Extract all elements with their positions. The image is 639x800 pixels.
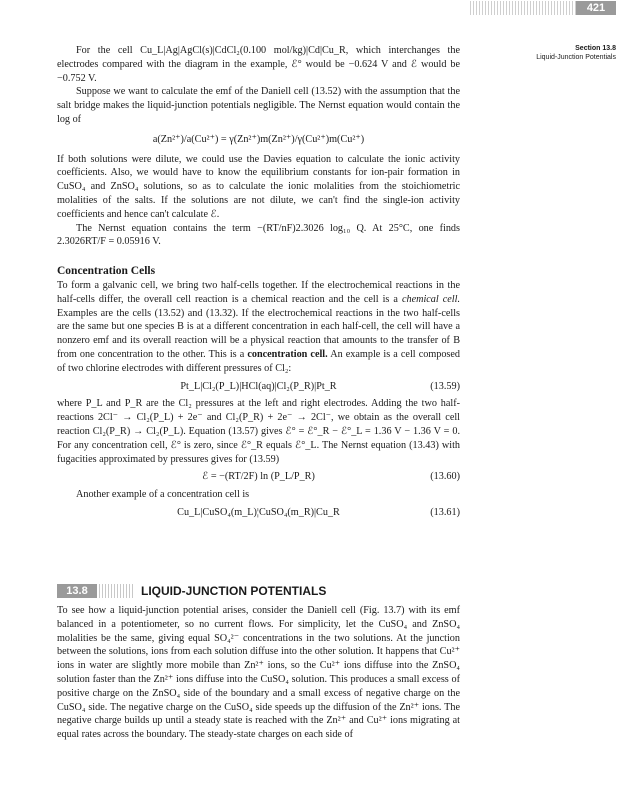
paragraph-2: Suppose we want to calculate the emf of the Daniell cell (13.52) with the assumption that the salt bridge makes the liquid-junction potentials negligible. The Nernst equation would contain the log of xyxy=(57,86,460,125)
paragraph-4: The Nernst equation contains the term −(RT/nF)2.3026 log₁₀ Q. At 25°C, one finds 2.3026RT/F = 0.05916 V. xyxy=(57,222,460,248)
paragraph-1: For the cell Cu_L|Ag|AgCl(s)|CdCl₂(0.100 mol/kg)|Cd|Cu_R, which interchanges the electrodes compared with the diagram in the example, ℰ° would be −0.624 V and ℰ would be −0.752 V. xyxy=(57,45,460,84)
paragraph-6: where P_L and P_R are the Cl₂ pressures at the left and right electrodes. Adding the two half-reactions 2Cl⁻ → Cl₂(P_L) + 2e⁻ and Cl₂(P_R) + 2e⁻ → 2Cl⁻, we obtain as the overall cell reaction Cl₂(P_R) → Cl₂(P_L). Equation (13.57) gives ℰ° = ℰ°_R − ℰ°_L = 1.36 V − 1.36 V = 0. For any concentration cell, ℰ° is zero, since ℰ°_R equals ℰ°_L. The Nernst equation (13.43) with fugacities approximated by pressures gives for (13.59) xyxy=(57,398,460,465)
equation-13-60-body: ℰ = −(RT/2F) ln (P_L/P_R) xyxy=(202,471,315,483)
equation-13-59-number: (13.59) xyxy=(430,380,460,392)
section-text-column xyxy=(57,604,460,742)
paragraph-8: To see how a liquid-junction potential arises, consider the Daniell cell (Fig. 13.7) with its emf balanced in a potentiometer, so no current flows. For simplicity, let the CuSO₄ and ZnSO₄ molalities be the same, giving equal SO₄²⁻ concentrations in the two solutions. At the junction between the solutions, ions from each solution diffuse into the other solution. It happens that Cu²⁺ ions in water are slightly more mobile than Zn²⁺ ions, so the Cu²⁺ ions diffuse into the ZnSO₄ solution faster than the Zn²⁺ ions diffuse into the CuSO₄ solution. This produces a small excess of positive charge on the ZnSO₄ side of the boundary and a small excess of negative charge on the CuSO₄ side. The negative charge on the CuSO₄ side speeds up the diffusion of the Zn²⁺ ions. The negative charge builds up until a steady state is reached with the Zn²⁺ and Cu²⁺ ions migrating at equal rates across the boundary. The steady-state charges on each side of xyxy=(57,605,460,741)
running-header-title: Liquid-Junction Potentials xyxy=(536,54,616,61)
equation-activity-ratio: a(Zn²⁺)/a(Cu²⁺) = γ(Zn²⁺)m(Zn²⁺)/γ(Cu²⁺)m(Cu²⁺) xyxy=(152,133,365,145)
paragraph-7: Another example of a concentration cell is xyxy=(76,489,250,501)
term-chemical-cell: chemical cell. xyxy=(401,293,460,305)
equation-13-61-body: Cu_L|CuSO₄(m_L)¦CuSO₄(m_R)|Cu_R xyxy=(177,506,340,518)
page-number: 421 xyxy=(576,1,616,15)
running-header xyxy=(490,44,616,62)
term-concentration-cell: concentration cell. xyxy=(247,348,328,360)
paragraph-5 xyxy=(57,279,460,376)
paragraph-5-part-c: An example is a cell composed of two chlorine electrodes with different pressures of Cl₂: xyxy=(57,348,461,374)
section-number: 13.8 xyxy=(57,584,97,598)
equation-13-61-number: (13.61) xyxy=(430,506,460,518)
paragraph-5-part-b: Examples are the cells (13.52) and (13.32). If the electrochemical reactions in the two half-cells are the same but one species B is at a different concentration in each half-cell, the cell will have a nonzero emf and its overall reaction will be a physical reaction that amounts to the transfer of B from one concentration to the other. This is a xyxy=(57,307,460,360)
section-title: LIQUID-JUNCTION POTENTIALS xyxy=(141,584,327,598)
paragraph-5-part-a: To form a galvanic cell, we bring two half-cells together. If the electrochemical reactions in the half-cells differ, the overall cell reaction is a chemical reaction and the cell is a xyxy=(57,279,460,305)
equation-13-61 xyxy=(57,506,460,520)
paragraph-3: If both solutions were dilute, we could use the Davies equation to calculate the ionic activity coefficients. Also, we would have to know the equilibrium constants for ion-pair formation in CuSO₄ and ZnSO₄ solutions, so as to calculate the ionic molalities from the stoichiometric molalities of the salts. If the solutions are not dilute, we can't find the single-ion activity coefficients and hence can't calculate ℰ. xyxy=(57,153,460,220)
equation-13-59 xyxy=(57,380,460,394)
equation-13-59-body: Pt_L|Cl₂(P_L)|HCl(aq)|Cl₂(P_R)|Pt_R xyxy=(180,380,337,392)
equation-13-60-number: (13.60) xyxy=(430,471,460,483)
subsection-heading: Concentration Cells xyxy=(57,265,156,278)
main-text-column xyxy=(57,44,460,520)
equation-13-60 xyxy=(57,470,460,484)
running-header-section: Section 13.8 xyxy=(575,45,616,52)
